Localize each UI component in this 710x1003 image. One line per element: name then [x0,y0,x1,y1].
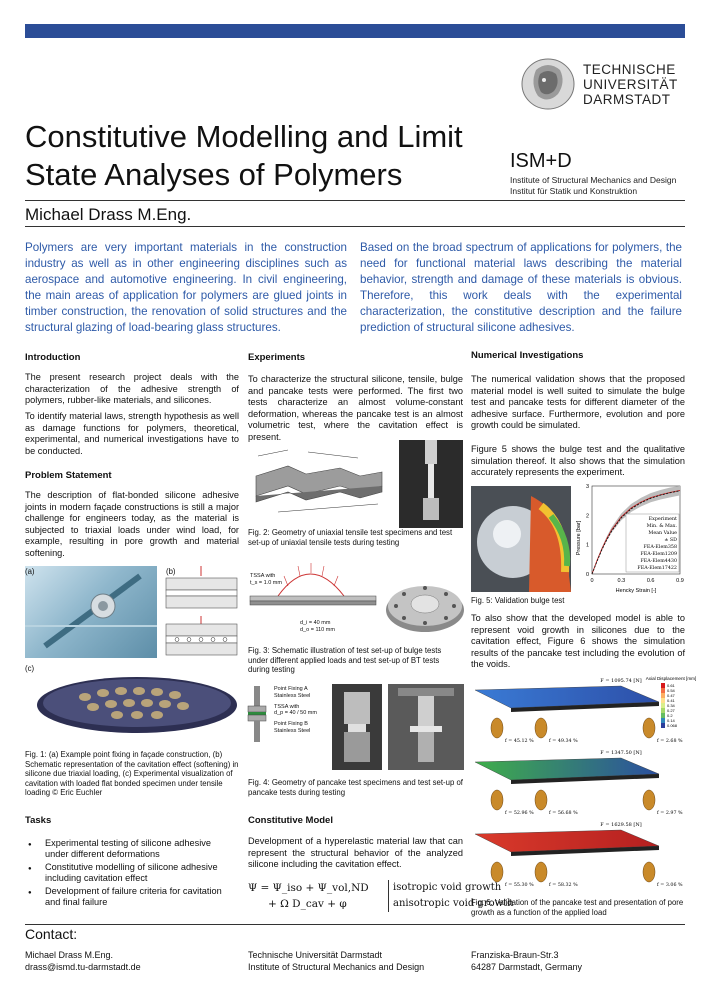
y-tick-label: 3 [585,484,589,490]
fig6-void-fraction: f = 58.32 % [549,883,578,888]
divider-footer [25,924,685,925]
fig6-legend-value: 0.2 [667,713,673,718]
fig4-steel-a: Stainless Steel [274,692,311,699]
top-accent-bar [25,24,685,38]
x-tick-label: 0 [590,578,594,584]
numerical-text-2: Figure 5 shows the bulge test and the qualitative simulation thereof. It also shows that the simulation accurately represents the experiment. [471,444,685,478]
numerical-text-3: To also show that the developed model is able to represent void growth in silicones due to the cavitation effect, Figure 6 shows the simulation results of the pancake test including the evolution of the voids. [471,613,685,670]
task-item: ● Experimental testing of silicone adhesive under different deformations [45,838,235,860]
fig6-void-fraction: f = 3.06 % [657,883,683,888]
legend-entry: Experiment [648,517,677,522]
numerical-heading: Numerical Investigations [471,350,584,361]
tu-darmstadt-logo-icon [518,56,578,112]
intro-paragraph-right: Based on the broad spectrum of applications for polymers, the need for functional material laws describing the material behavior, strength and damage of these materials is obvious. Therefore, this work deals with the experimental characterization, the constitutive description and the failure prediction of structural silicone adhesives. [360,241,682,334]
ism-subtitle [510,175,676,196]
fig6-legend-swatch [661,723,665,728]
divider-top [25,200,685,201]
tasks-list [25,838,235,910]
fig6-caption: Fig. 6: Validation of the pancake test and presentation of pore growth as a function of the applied load [471,898,684,917]
fig6-legend-title: Axial Displacement [mm] [645,676,697,681]
fig3-tssa: TSSA with [250,573,276,579]
fig6-legend-swatch [661,718,665,723]
experiments-heading: Experiments [248,352,306,363]
tu-line-2: UNIVERSITÄT [583,77,678,92]
equation-line-2: + Ω D_cav + φ [268,898,347,910]
fig4-labels [274,686,317,735]
fig6-void [491,790,503,810]
fig6-svg [471,676,697,894]
author-name: Michael Drass M.Eng. [25,205,192,224]
legend-entry: Mean Value [648,531,677,536]
contact-address [471,949,582,973]
fig6-void-fraction: f = 45.12 % [505,739,534,744]
experiments-text: To characterize the structural silicone, tensile, bulge and pancake tests were performed. The first two tests characterize an almost volume-constant deformation, whereas the pancake test is an almost volumetric test, where the cavitation effect is present. [248,374,463,442]
fig4-photo-2 [388,684,464,770]
fig1b-schematic [163,566,240,658]
fig6-legend-value: 0.27 [667,708,675,713]
fig4-caption: Fig. 4: Geometry of pancake test specimens and test set-up of pancake tests during testing [248,778,463,797]
fig4-tssa: TSSA with [274,703,300,710]
y-tick-label: 1 [585,542,589,549]
fig1a-label: (a) [25,567,35,576]
fig6-legend-value: 0.61 [667,683,675,688]
fig4-dp: d_p = 40 / 50 mm [274,710,317,717]
fig3-thickness: t_s = 1.0 mm [250,579,282,586]
fig6-legend-swatch [661,693,665,698]
fig4-point-a: Point Fixing A [274,686,308,692]
contact-heading: Contact: [25,926,78,942]
tu-darmstadt-wordmark [583,62,678,107]
fig3-di: d_i = 40 mm [300,620,331,626]
fig1c-photo [25,663,240,745]
x-tick-label: 0.3 [617,578,626,584]
introduction-text-2: To identify material laws, strength hypothesis as well as damage functions for polymers, theoretical, experimental, and numerical investigations have to be conducted. [25,411,239,456]
chart-ylabel: Pressure [bar] [576,520,582,556]
x-tick-label: 0.9 [676,578,684,584]
fig6-void [491,718,503,738]
legend-entry: FEA-Elem1209 [640,552,677,557]
fig6-legend-value: 0.068 [667,723,678,728]
fig6-legend-swatch [661,703,665,708]
contact-addr-2: 64287 Darmstadt, Germany [471,962,583,972]
fig6-force-label: F = 1347.50 [N] [600,750,642,756]
fig6-void [535,718,547,738]
problem-heading: Problem Statement [25,470,112,481]
fig4-point-b: Point Fixing B [274,721,308,728]
fig1-caption: Fig. 1: (a) Example point fixing in façade construction, (b) Schematic representation of the cavitation effect (softening) in silicone due triaxial loading, (c) Experimental visualization of cavitation with loaded flat bonded specimen under tensile loading © Eric Euchler [25,750,239,798]
contact-org-2: Institute of Structural Mechanics and Design [248,962,425,972]
fig6-legend-swatch [661,683,665,688]
fig6-legend-value: 0.47 [667,693,675,698]
fig6-legend-value: 0.34 [667,703,675,708]
fig6-void-fraction: f = 55.30 % [505,883,534,888]
fig4-steel-b: Stainless Steel [274,727,311,734]
fig3-bt-photo [384,576,466,636]
fig6-legend-swatch [661,698,665,703]
fig1a-photo [25,566,157,658]
intro-paragraph-left: Polymers are very important materials in the construction industry as well as in other engineering disciplines such as aerospace and automotive engineering. In civil engineering, the main areas of application for polymers are glued joints in timber construction, the renovation of solid structures and the structural glazing of load-bearing glass structures. [25,241,347,334]
task-item: ● Development of failure criteria for cavitation and final failure [45,886,235,908]
fig6-void [643,790,655,810]
fig2-specimen-drawing [248,446,388,520]
fig6-void [535,862,547,882]
legend-entry: FEA-Elem4430 [640,559,677,564]
equation-line-1: Ψ = Ψ_iso + Ψ_vol,ND [248,882,369,894]
legend-entry: Min. & Max. [646,524,677,529]
tu-line-3: DARMSTADT [583,92,671,107]
fig6-force-label: F = 1629.58 [N] [600,822,642,828]
fig1c-label: (c) [25,664,35,673]
y-tick-label: 2 [585,513,589,520]
fig6-void [643,862,655,882]
fig5-chart [574,480,686,596]
fig6-void-fraction: f = 56.68 % [549,811,578,816]
fig4-photo-1 [332,684,382,770]
contact-name: Michael Drass M.Eng. [25,950,114,960]
fig6-void-fraction: f = 2.68 % [657,739,683,744]
contact-person [25,949,141,973]
poster-title [25,118,495,194]
title-line-2: State Analyses of Polymers [25,157,403,192]
fig6-void-fraction: f = 2.97 % [657,811,683,816]
fig3-dims [300,620,335,634]
fig5-caption: Fig. 5: Validation bulge test [471,596,565,605]
fig6-legend-swatch [661,688,665,693]
fig6-void-fraction: f = 52.96 % [505,811,534,816]
divider-author [25,226,685,227]
contact-organisation [248,949,424,973]
ism-logo: ISM+D [510,150,572,172]
y-tick-label: 0 [585,572,589,578]
introduction-text-1: The present research project deals with the characterization of the adhesive strength of polymers, rubber-like materials, and silicones. [25,372,239,406]
chart-xlabel: Hencky Strain [-] [615,588,657,594]
x-tick-label: 0.6 [646,578,655,584]
fig6-legend-swatch [661,708,665,713]
numerical-text-1: The numerical validation shows that the proposed material model is well suited to simulate the bulge test and pancake tests for different diameter of the adhesive surface. Furthermore, evolution and pore growth could be simulated. [471,374,685,431]
constitutive-model-text: Development of a hyperelastic material law that can represent the structural behavior of the analyzed silicone including the cavitation effect. [248,836,463,870]
fig2-caption: Fig. 2: Geometry of uniaxial tensile test specimens and test set-up of uniaxial tensile tests during testing [248,528,453,547]
ism-sub-de: Institut für Statik und Konstruktion [510,185,638,196]
fig6-void [535,790,547,810]
fig3-do: d_o = 110 mm [300,627,335,633]
legend-entry: FEA-Elem17422 [637,566,677,571]
tu-line-1: TECHNISCHE [583,62,676,77]
legend-entry: ± SD [664,538,677,543]
fig3-caption: Fig. 3: Schematic illustration of test set-up of bulge tests under different applied loads and test set-up of BT tests during testing [248,646,442,675]
fig6-void [643,718,655,738]
equation-block [248,880,369,912]
contact-addr-1: Franziska-Braun-Str.3 [471,950,559,960]
fig3-tssa-label [250,573,282,586]
fig6-void-fraction: f = 49.34 % [549,739,578,744]
fig6-legend-value: 0.41 [667,698,675,703]
task-item: ● Constitutive modelling of silicone adhesive including cavitation effect [45,862,235,884]
fig2-test-photo [399,440,463,528]
problem-text: The description of flat-bonded silicone adhesive joints in modern façade constructions is still a major challenge for engineers today, as the material is subjected to triaxial loads under wind load, for example, resulting in pore growth and material softening. [25,490,239,558]
introduction-heading: Introduction [25,352,81,363]
legend-entry: FEA-Elem358 [643,545,677,550]
equation-label-2: anisotropic void growth [393,898,514,909]
contact-email[interactable]: drass@ismd.tu-darmstadt.de [25,962,141,972]
fig6-legend-value: 0.54 [667,688,675,693]
ism-sub-en: Institute of Structural Mechanics and Design [510,175,677,185]
contact-org-1: Technische Universität Darmstadt [248,950,383,960]
fig6-legend-value: 0.14 [667,718,675,723]
tasks-heading: Tasks [25,815,52,826]
fig5-bulge-photo [471,486,571,592]
constitutive-model-heading: Constitutive Model [248,815,333,826]
equation-label-1: isotropic void growth [393,882,502,893]
title-line-1: Constitutive Modelling and Limit [25,119,463,154]
fig6-legend-swatch [661,713,665,718]
fig6-pancake-simulation [471,676,697,894]
fig6-void [491,862,503,882]
bulge-pressure-chart [574,480,686,596]
fig1b-label: (b) [166,567,176,576]
fig6-force-label: F = 1095.74 [N] [600,678,642,684]
